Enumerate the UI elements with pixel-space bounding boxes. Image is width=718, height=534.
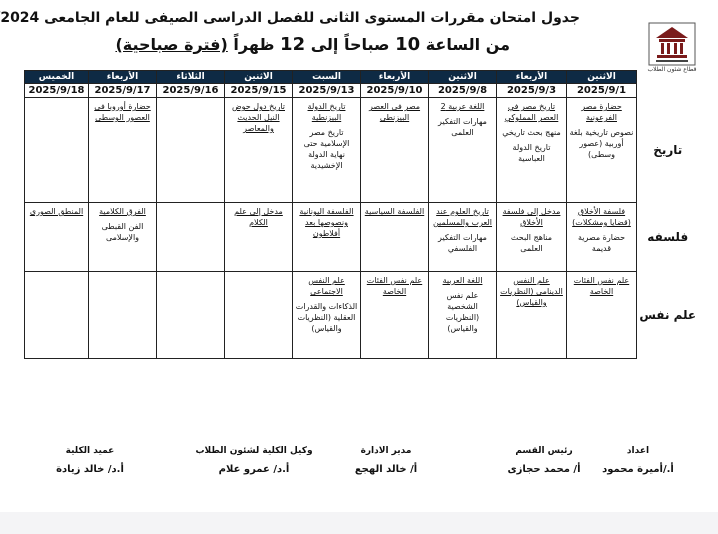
exam-cell: [293, 98, 361, 203]
exam-cell: [89, 203, 157, 272]
schedule-table: [24, 70, 699, 359]
subject-row-psychology: [25, 272, 699, 359]
date-cell: 2025/9/16: [157, 84, 225, 98]
exam-cell: [497, 203, 567, 272]
exam-course: مصر فى العصر البيزنطى: [368, 102, 421, 122]
date-cell: 2025/9/15: [225, 84, 293, 98]
exam-course: الفرق الكلامية: [99, 207, 146, 216]
exam-course: تاريخ مصر الإسلامية حتى نهاية الدولة الإخشيدية: [303, 128, 350, 170]
exam-course: المنطق الصورى: [29, 207, 84, 216]
day-header: الاثنين: [225, 71, 293, 84]
exam-cell: [497, 272, 567, 359]
exam-course: حضارة مصر الفرعونية: [581, 102, 622, 122]
exam-course: علم النفس الاجتماعى: [308, 276, 345, 296]
exam-course: اللغة عربية 2: [440, 102, 485, 111]
exam-course: علم نفس الشخصية (النظريات والقياس): [445, 291, 480, 333]
signature-name: أ/ خالد الهجع: [354, 464, 418, 475]
exam-course: تاريخ مصر في العصر المملوكي: [504, 102, 559, 122]
exam-cell: [225, 203, 293, 272]
exam-cell: [293, 272, 361, 359]
exam-course: الفلسفة السياسية: [364, 207, 425, 216]
signature-role: مدير الادارة: [360, 446, 412, 456]
exam-cell: [567, 98, 637, 203]
exam-course: مناهج البحث العلمى: [510, 233, 553, 253]
subject-label: فلسفه: [647, 230, 689, 244]
exam-course: الفلسفة اليونانية ونصوصها بعد أفلاطون: [299, 207, 354, 238]
signature-role: عميد الكلية: [65, 446, 115, 456]
time-from: 10: [395, 34, 421, 55]
signature-name: أ/ محمد حجازى: [507, 464, 581, 475]
exam-course: منهج بحث تاريخي: [502, 128, 561, 137]
day-header: الاثنين: [567, 71, 637, 84]
exam-course: تاريخ الدولة العباسية: [512, 143, 551, 163]
exam-cell: [293, 203, 361, 272]
exam-course: مدخل إلى فلسفة الأخلاق: [502, 207, 561, 227]
date-cell: 2025/9/1: [567, 84, 637, 98]
signature-name: أ./أميرة محمود: [602, 464, 674, 475]
exam-course: مهارات التفكير الفلسفي: [438, 233, 487, 253]
exam-course: مدخل إلى علم الكلام: [234, 207, 283, 227]
exam-course: علم نفس الفئات الخاصة: [573, 276, 630, 296]
exam-course: فلسفة الأخلاق (قضايا ومشكلات): [572, 207, 631, 227]
day-header: السبت: [293, 71, 361, 84]
exam-course: علم النفس الدينامى (النظريات والقياس): [500, 276, 563, 307]
signature-vice-dean: [184, 446, 324, 475]
exam-cell: [429, 272, 497, 359]
period-label: (فترة صباحية): [115, 35, 228, 54]
exam-course: حضارة مصرية قديمة: [577, 233, 626, 253]
exam-course: نصوص تاريخية بلغة أوربية (عصور وسطى): [569, 128, 634, 159]
exam-cell: [25, 203, 89, 272]
logo-caption: قطاع شئون الطلاب: [647, 66, 697, 73]
day-header: الأربعاء: [361, 71, 429, 84]
exam-cell: [361, 203, 429, 272]
exam-course: الفن القبطى والإسلامى: [101, 222, 144, 242]
date-cell: 2025/9/10: [361, 84, 429, 98]
exam-course: تاريخ الدولة البيزنطية: [307, 102, 346, 122]
signature-prepared: [588, 446, 688, 475]
signature-role: رئيس القسم: [515, 446, 573, 456]
exam-cell: [225, 272, 293, 359]
exam-course: مهارات التفكير العلمى: [438, 117, 487, 137]
exam-cell: [157, 98, 225, 203]
exam-course: تاريخ دول حوض النيل الحديث والمعاصر: [232, 102, 285, 133]
date-cell: 2025/9/13: [293, 84, 361, 98]
signature-role: وكيل الكلية لشئون الطلاب: [195, 446, 313, 456]
exam-course: علم نفس الفئات الخاصة: [366, 276, 423, 296]
signature-dean: [40, 446, 140, 475]
subject-label: تاريخ: [653, 143, 683, 157]
subject-row-philosophy: [25, 203, 699, 272]
exam-cell: [497, 98, 567, 203]
day-header: الخميس: [25, 71, 89, 84]
exam-course: حضارة أوروبا فى العصور الوسطى: [94, 102, 151, 122]
exam-cell: [89, 98, 157, 203]
bottom-strip: [0, 512, 718, 534]
exam-cell: [429, 98, 497, 203]
date-cell: 2025/9/3: [497, 84, 567, 98]
exam-cell: [429, 203, 497, 272]
time-mid: صباحاً إلى: [310, 35, 390, 54]
date-cell: 2025/9/8: [429, 84, 497, 98]
exam-course: الذكاءات والقدرات العقلية (النظريات والقياس): [295, 302, 358, 333]
exam-cell: [567, 272, 637, 359]
exam-cell: [225, 98, 293, 203]
subject-label: علم نفس: [639, 308, 697, 322]
exam-cell: [361, 272, 429, 359]
time-suffix: ظهراً: [233, 35, 275, 54]
date-row: [25, 84, 699, 98]
exam-cell: [157, 272, 225, 359]
signature-role: اعداد: [626, 446, 650, 456]
signature-name: أ.د/ عمرو علام: [218, 464, 290, 475]
exam-cell: [361, 98, 429, 203]
subject-row-history: [25, 98, 699, 203]
day-header: الأربعاء: [497, 71, 567, 84]
schedule-title: جدول امتحان مقررات المستوى الثانى للفصل الدراسى الصيفى للعام الجامعى 2024: [0, 10, 580, 26]
day-header: الاثنين: [429, 71, 497, 84]
day-header: الثلاثاء: [157, 71, 225, 84]
date-cell: 2025/9/17: [89, 84, 157, 98]
time-prefix: من الساعة: [425, 35, 510, 54]
day-header-row: [25, 71, 699, 84]
exam-cell: [157, 203, 225, 272]
signature-name: أ.د/ خالد زيادة: [56, 464, 124, 475]
exam-cell: [25, 272, 89, 359]
exam-course: تاريخ العلوم عند العرب والمسلمين: [432, 207, 493, 227]
exam-cell: [25, 98, 89, 203]
signature-admin-director: [336, 446, 436, 475]
exam-cell: [567, 203, 637, 272]
corner-cell: [637, 71, 699, 98]
time-to: 12: [280, 34, 306, 55]
day-header: الأربعاء: [89, 71, 157, 84]
signature-head-of-dept: [494, 446, 594, 475]
exam-cell: [89, 272, 157, 359]
exam-course: اللغة العربية: [442, 276, 483, 285]
time-line: [115, 34, 510, 55]
university-logo-icon: [648, 22, 696, 66]
date-cell: 2025/9/18: [25, 84, 89, 98]
